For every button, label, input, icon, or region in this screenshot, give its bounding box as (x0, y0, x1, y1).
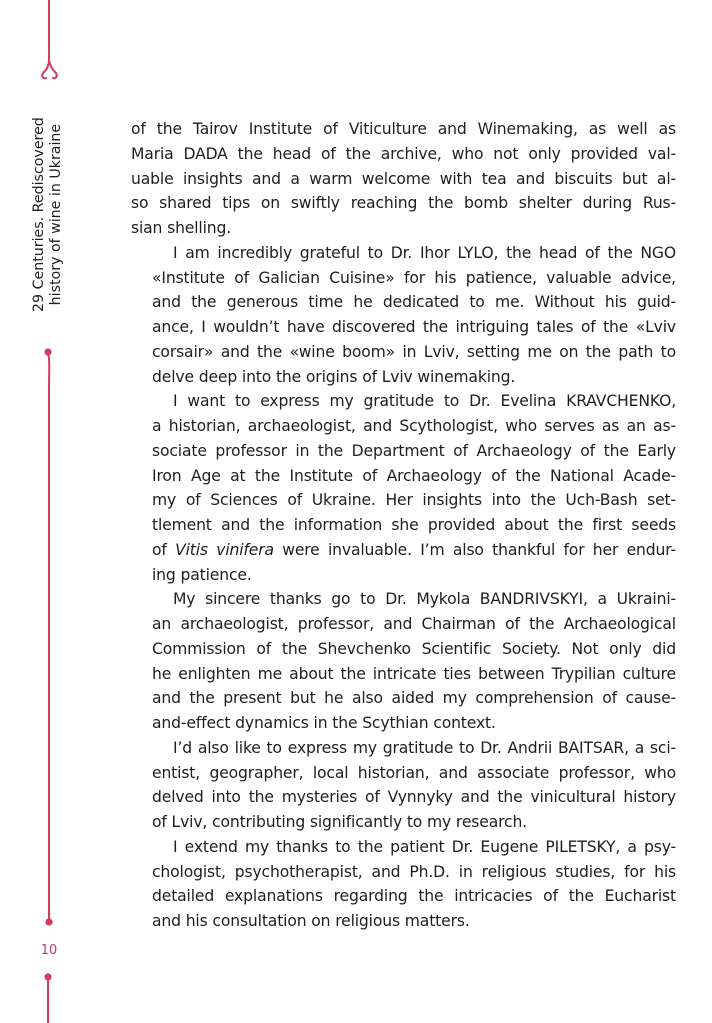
text-line: I am incredibly grateful to Dr. Ihor LYLO, the head of the NGO (173, 243, 676, 262)
running-title-line1: 29 Centuries. Rediscovered (31, 117, 47, 312)
text-line: Commission of the Shevchenko Scientific Society. Not only did (152, 639, 676, 658)
text-line: and the generous time he dedicated to me. Without his guid- (152, 293, 676, 312)
text-line: delve deep into the origins of Lviv winemaking. (152, 367, 516, 386)
text-fragment: of (152, 540, 176, 559)
text-line: I want to express my gratitude to Dr. Evelina KRAVCHENKO, (173, 392, 676, 411)
text-line: entist, geographer, local historian, and associate professor, who (152, 763, 676, 782)
text-line: so shared tips on swiftly reaching the bomb shelter during Rus- (131, 194, 676, 213)
text-line: I’d also like to express my gratitude to Dr. Andrii BAITSAR, a sci- (173, 738, 676, 757)
text-line: he enlighten me about the intricate ties between Trypilian culture (152, 664, 676, 683)
text-line: of Lviv, contributing significantly to my research. (152, 813, 527, 831)
text-line: tlement and the information she provided about the first seeds (152, 516, 676, 534)
paragraph (131, 736, 676, 835)
text-line: delved into the mysteries of Vynnyky and the vinicultural history (152, 788, 676, 807)
curl-ornament-icon (42, 0, 56, 78)
paragraph (131, 117, 676, 241)
dot-ornament-icon (44, 348, 51, 355)
paragraph (131, 241, 676, 390)
body-text (131, 117, 676, 934)
paragraph (131, 587, 676, 736)
text-line: Iron Age at the Institute of Archaeology of the National Acade- (152, 466, 676, 485)
text-line: and-effect dynamics in the Scythian context. (152, 714, 496, 732)
dot-ornament-icon (45, 918, 52, 925)
text-line: sociate professor in the Department of Archaeology of the Early (152, 441, 676, 460)
italic-species-name: Vitis vinifera (175, 540, 274, 559)
dot-ornament-icon (44, 973, 51, 980)
text-line: My sincere thanks go to Dr. Mykola BANDRIVSKYI, a Ukraini- (173, 590, 676, 609)
text-line: corsair» and the «wine boom» in Lviv, setting me on the path to (152, 342, 676, 361)
text-line: «Institute of Galician Cuisine» for his patience, valuable advice, (152, 268, 676, 287)
running-title (31, 117, 65, 312)
text-line: uable insights and a warm welcome with tea and biscuits but al- (131, 169, 676, 188)
text-line: and the present but he also aided my comprehension of cause- (152, 689, 676, 708)
paragraph (131, 835, 676, 934)
text-line: ance, I wouldn’t have discovered the intriguing tales of the «Lviv (152, 318, 676, 336)
text-fragment: were invaluable. I’m also thankful for her endur- (273, 540, 676, 559)
text-line: I extend my thanks to the patient Dr. Eugene PILETSKY, a psy- (173, 837, 676, 856)
running-title-line2: history of wine in Ukraine (48, 123, 64, 306)
text-line (131, 538, 676, 563)
text-line: ing patience. (152, 565, 252, 584)
page-number: 10 (40, 943, 58, 958)
text-line: and his consultation on religious matters. (152, 912, 470, 930)
paragraph (131, 389, 676, 587)
text-line: detailed explanations regarding the intricacies of the Eucharist (152, 887, 676, 906)
text-line: of the Tairov Institute of Viticulture and Winemaking, as well as (131, 120, 676, 138)
text-line: a historian, archaeologist, and Scythologist, who serves as an as- (152, 417, 676, 435)
text-line: chologist, psychotherapist, and Ph.D. in religious studies, for his (152, 862, 676, 881)
text-line: an archaeologist, professor, and Chairman of the Archaeological (152, 615, 676, 633)
text-line: sian shelling. (131, 219, 232, 237)
text-line: Maria DADA the head of the archive, who not only provided val- (131, 144, 676, 163)
text-line: my of Sciences of Ukraine. Her insights into the Uch-Bash set- (152, 491, 676, 510)
